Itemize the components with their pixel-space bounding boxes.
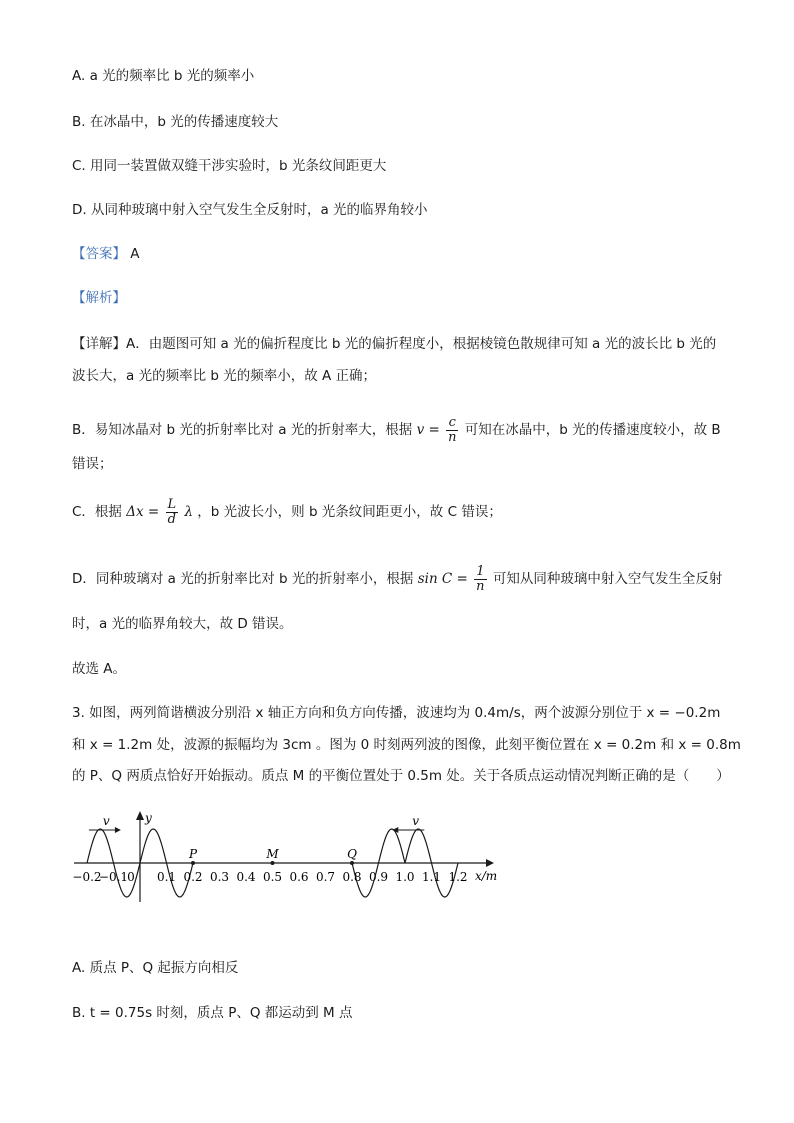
tick-label: 0 [127,870,135,884]
question3-option-a: A. 质点 P、Q 起振方向相反 [72,960,239,976]
answer-line [72,244,140,264]
answer-tag: 【答案】 [72,246,126,262]
point-dot-M [271,861,275,865]
point-label-M: M [266,847,279,861]
detail-a-line1: 【详解】A．由题图可知 a 光的偏折程度比 b 光的偏折程度小，根据棱镜色散规律可知 a 光的波长比 b 光的 [72,336,717,352]
fraction-c-over-n: $\frac{c}{n}$ [448,414,457,445]
tick-label: 0.1 [156,870,177,884]
velocity-label-left-wave: v [102,814,110,828]
tick-label: −0.2 [72,870,102,884]
point-marks [188,847,357,865]
y-axis-label: y [145,811,152,825]
option-d-prev: D. 从同种玻璃中射入空气发生全反射时，a 光的临界角较小 [72,202,428,218]
tick-label: 0.4 [236,870,256,884]
question3-line3: 的 P、Q 两质点恰好开始振动。质点 M 的平衡位置处于 0.5m 处。关于各质点运动情况判断正确的是（ ） [72,768,730,784]
fraction-1-over-n: $\frac{1}{n}$ [476,563,485,594]
option-a-prev: A. a 光的频率比 b 光的频率小 [72,68,255,84]
detail-tag: 【详解】 [72,336,126,352]
tick-label: 0.9 [368,870,389,884]
tick-label: 1.1 [421,870,442,884]
x-axis-arrow [486,859,494,867]
tick-label: 0.6 [289,870,309,884]
detail-b-line2: 错误； [72,456,113,472]
tick-label: −0.1 [98,870,129,884]
tick-label: 1.0 [395,870,415,884]
tick-label: 0.5 [262,870,283,884]
wave-figure [70,810,510,910]
point-label-Q: Q [347,847,357,861]
x-axis-label: x/m [475,869,498,883]
tick-label: 0.7 [315,870,336,884]
tick-label: 1.2 [448,870,468,884]
point-dot-P [191,861,195,865]
question3-line1: 3. 如图，两列简谐横波分别沿 x 轴正方向和负方向传播，波速均为 0.4m/s，两个波源分别位于 x = −0.2m [72,705,721,721]
tick-label: 0.8 [342,870,362,884]
y-axis-arrow [136,811,144,820]
fraction-l-over-d: $\frac{L}{d}$ [167,496,177,527]
detail-a-line2: 波长大，a 光的频率比 b 光的频率小，故 A 正确； [72,368,377,384]
conclusion: 故选 A。 [72,661,127,677]
analysis-tag: 【解析】 [72,290,126,306]
point-label-P: P [188,847,198,861]
option-c-prev: C. 用同一装置做双缝干涉实验时，b 光条纹间距更大 [72,158,387,174]
tick-label: 0.2 [183,870,203,884]
detail-c-line: C．根据 Δx = $\frac{L}{d}$ λ ，b 光波长小，则 b 光条纹间距更小，故 C 错误； [72,496,502,527]
tick-labels [72,870,467,884]
answer-value: A [130,246,140,262]
question3-option-b: B. t = 0.75s 时刻，质点 P、Q 都运动到 M 点 [72,1005,353,1021]
option-b-prev: B. 在冰晶中，b 光的传播速度较大 [72,114,279,130]
detail-d-line1: D．同种玻璃对 a 光的折射率比对 b 光的折射率小，根据 sin C = $\frac{1}{n}$ 可知从同种玻璃中射入空气发生全反射 [72,563,723,594]
tick-label: 0.3 [209,870,230,884]
point-dot-Q [350,861,354,865]
question3-line2: 和 x = 1.2m 处，波源的振幅均为 3cm 。图为 0 时刻两列波的图像，此刻平衡位置在 x = 0.2m 和 x = 0.8m [72,737,741,753]
detail-d-line2: 时，a 光的临界角较大，故 D 错误。 [72,616,293,632]
axes [74,811,497,902]
velocity-label-right-wave: v [412,814,420,828]
velocity-arrowhead-right [115,827,121,833]
detail-b-line1: B．易知冰晶对 b 光的折射率比对 a 光的折射率大，根据 v = $\frac{c}{n}$ 可知在冰晶中，b 光的传播速度较小，故 B [72,414,721,445]
